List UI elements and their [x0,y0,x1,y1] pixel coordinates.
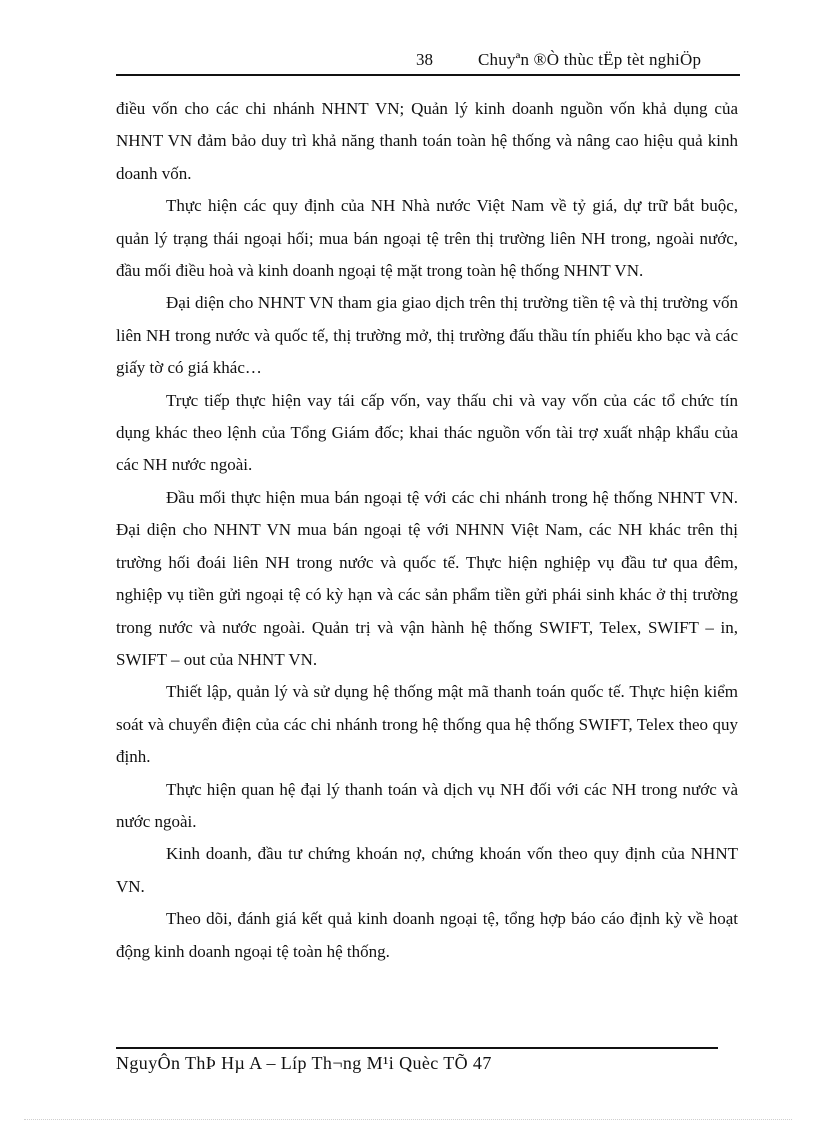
paragraph-money-market-representation: Đại diện cho NHNT VN tham gia giao dịch trên thị trường tiền tệ và thị trường vốn liên NH trong nước và quốc tế, thị trường mở, thị trường đấu thầu tín phiếu kho bạc và các giấy tờ có giá khác… [116,293,738,378]
paragraph-foreign-currency-trading: Đầu mối thực hiện mua bán ngoại tệ với các chi nhánh trong hệ thống NHNT VN. Đại diện cho NHNT VN mua bán ngoại tệ với NHNN Việt Nam, các NH khác trên thị trường hối đoái liên NH trong nước và quốc tế. Thực hiện nghiệp vụ đầu tư qua đêm, nghiệp vụ tiền gửi ngoại tệ có kỳ hạn và các sản phẩm tiền gửi phái sinh khác ở thị trường trong nước và nước ngoài. Quản trị và vận hành hệ thống SWIFT, Telex, SWIFT – in, SWIFT – out của NHNT VN. [116,487,738,669]
paragraph-continued: điều vốn cho các chi nhánh NHNT VN; Quản lý kinh doanh nguồn vốn khả dụng của NHNT VN đảm bảo duy trì khả năng thanh toán toàn hệ thống và nâng cao hiệu quả kinh doanh vốn. [116,99,738,183]
page-bottom-edge [24,1119,792,1120]
footer-divider [116,1047,718,1049]
paragraph-refinancing-loans: Trực tiếp thực hiện vay tái cấp vốn, vay thấu chi và vay vốn của các tổ chức tín dụng khác theo lệnh của Tổng Giám đốc; khai thác nguồn vốn tài trợ xuất nhập khẩu của các NH nước ngoài. [116,390,738,475]
page-number: 38 [416,50,433,69]
page-header [116,48,740,72]
header-divider [116,74,740,76]
header-title: Chuyªn ®Ò thùc tËp tèt nghiÖp [478,50,702,69]
paragraph-securities-investment: Kinh doanh, đầu tư chứng khoán nợ, chứng khoán vốn theo quy định của NHNT VN. [116,844,738,896]
page-footer: NguyÔn ThÞ Hµ A – Líp Th¬ng M¹i Quèc TÕ 47 [116,1053,492,1073]
document-body [116,93,738,968]
paragraph-exchange-rate-regulations: Thực hiện các quy định của NH Nhà nước Việt Nam về tỷ giá, dự trữ bắt buộc, quản lý trạng thái ngoại hối; mua bán ngoại tệ trên thị trường liên NH trong, ngoài nước, đầu mối điều hoà và kinh doanh ngoại tệ mặt trong toàn hệ thống NHNT VN. [116,196,738,281]
paragraph-correspondent-relations: Thực hiện quan hệ đại lý thanh toán và dịch vụ NH đối với các NH trong nước và nước ngoài. [116,779,738,831]
paragraph-reporting: Theo dõi, đánh giá kết quả kinh doanh ngoại tệ, tổng hợp báo cáo định kỳ về hoạt động kinh doanh ngoại tệ toàn hệ thống. [116,909,738,961]
paragraph-payment-cipher-system: Thiết lập, quản lý và sử dụng hệ thống mật mã thanh toán quốc tế. Thực hiện kiểm soát và chuyển điện của các chi nhánh trong hệ thống qua hệ thống SWIFT, Telex theo quy định. [116,682,738,767]
